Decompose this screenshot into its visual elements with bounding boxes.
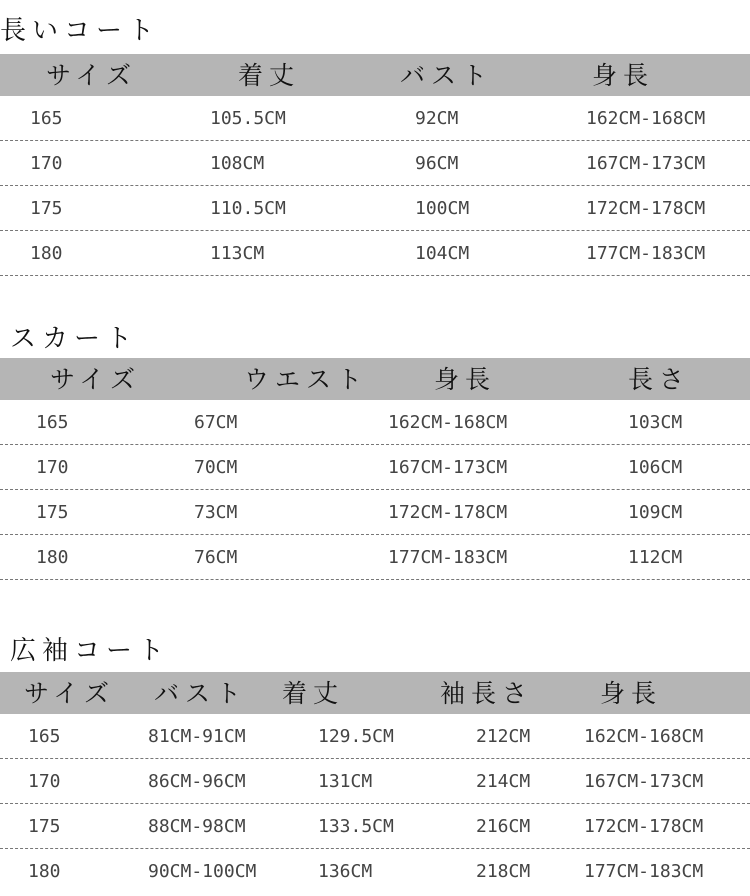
table-row <box>0 445 750 490</box>
cell-length: 136CM <box>318 861 373 882</box>
table-row <box>0 141 750 186</box>
cell-skirt-length: 109CM <box>628 502 683 523</box>
section-title-skirt: スカート <box>10 324 139 354</box>
cell-size: 165 <box>28 726 61 747</box>
cell-size: 180 <box>36 547 69 568</box>
cell-waist: 73CM <box>194 502 238 523</box>
table-row <box>0 400 750 445</box>
table-header <box>0 54 750 96</box>
cell-height: 162CM-168CM <box>584 726 704 747</box>
table-row <box>0 535 750 580</box>
table-row <box>0 490 750 535</box>
table-row <box>0 759 750 804</box>
table-row <box>0 804 750 849</box>
cell-height: 162CM-168CM <box>388 412 508 433</box>
cell-waist: 76CM <box>194 547 238 568</box>
cell-length: 110.5CM <box>210 198 286 219</box>
cell-skirt-length: 112CM <box>628 547 683 568</box>
cell-bust: 92CM <box>415 108 459 129</box>
header-sleeve-length: 袖長さ <box>440 679 534 708</box>
cell-sleeve-length: 216CM <box>476 816 531 837</box>
table-header <box>0 672 750 714</box>
cell-height: 167CM-173CM <box>584 771 704 792</box>
header-size: サイズ <box>46 61 138 90</box>
cell-height: 162CM-168CM <box>586 108 706 129</box>
cell-height: 172CM-178CM <box>388 502 508 523</box>
cell-size: 180 <box>30 243 63 264</box>
table-row <box>0 714 750 759</box>
cell-size: 165 <box>36 412 69 433</box>
cell-size: 175 <box>36 502 69 523</box>
cell-height: 167CM-173CM <box>388 457 508 478</box>
header-height: 身長 <box>592 61 655 90</box>
cell-height: 172CM-178CM <box>586 198 706 219</box>
cell-height: 177CM-183CM <box>388 547 508 568</box>
cell-bust: 88CM-98CM <box>148 816 246 837</box>
cell-size: 175 <box>28 816 61 837</box>
header-length: 着丈 <box>282 679 345 708</box>
table-row <box>0 186 750 231</box>
header-length: 着丈 <box>238 61 301 90</box>
cell-waist: 67CM <box>194 412 238 433</box>
cell-sleeve-length: 212CM <box>476 726 531 747</box>
header-size: サイズ <box>50 365 142 394</box>
cell-length: 108CM <box>210 153 265 174</box>
cell-bust: 81CM-91CM <box>148 726 246 747</box>
cell-length: 105.5CM <box>210 108 286 129</box>
cell-height: 177CM-183CM <box>584 861 704 882</box>
cell-size: 170 <box>36 457 69 478</box>
cell-size: 170 <box>30 153 63 174</box>
table-row <box>0 96 750 141</box>
header-bust: バスト <box>400 61 494 90</box>
cell-size: 170 <box>28 771 61 792</box>
header-skirt-length: 長さ <box>628 365 691 394</box>
cell-size: 165 <box>30 108 63 129</box>
header-size: サイズ <box>24 679 116 708</box>
header-height: 身長 <box>600 679 663 708</box>
cell-sleeve-length: 214CM <box>476 771 531 792</box>
cell-bust: 100CM <box>415 198 470 219</box>
cell-height: 177CM-183CM <box>586 243 706 264</box>
section-title-wide-sleeve-coat: 広袖コート <box>10 636 171 666</box>
cell-bust: 90CM-100CM <box>148 861 257 882</box>
cell-skirt-length: 106CM <box>628 457 683 478</box>
cell-waist: 70CM <box>194 457 238 478</box>
header-waist: ウエスト <box>244 365 369 394</box>
cell-size: 180 <box>28 861 61 882</box>
cell-length: 131CM <box>318 771 373 792</box>
cell-length: 133.5CM <box>318 816 394 837</box>
cell-bust: 96CM <box>415 153 459 174</box>
cell-bust: 104CM <box>415 243 470 264</box>
table-row <box>0 231 750 276</box>
table-header <box>0 358 750 400</box>
cell-height: 172CM-178CM <box>584 816 704 837</box>
cell-sleeve-length: 218CM <box>476 861 531 882</box>
header-height: 身長 <box>434 365 497 394</box>
cell-height: 167CM-173CM <box>586 153 706 174</box>
table-row <box>0 849 750 894</box>
header-bust: バスト <box>154 679 248 708</box>
cell-length: 129.5CM <box>318 726 394 747</box>
cell-bust: 86CM-96CM <box>148 771 246 792</box>
cell-skirt-length: 103CM <box>628 412 683 433</box>
cell-length: 113CM <box>210 243 265 264</box>
section-title-long-coat: 長いコート <box>0 16 161 46</box>
cell-size: 175 <box>30 198 63 219</box>
